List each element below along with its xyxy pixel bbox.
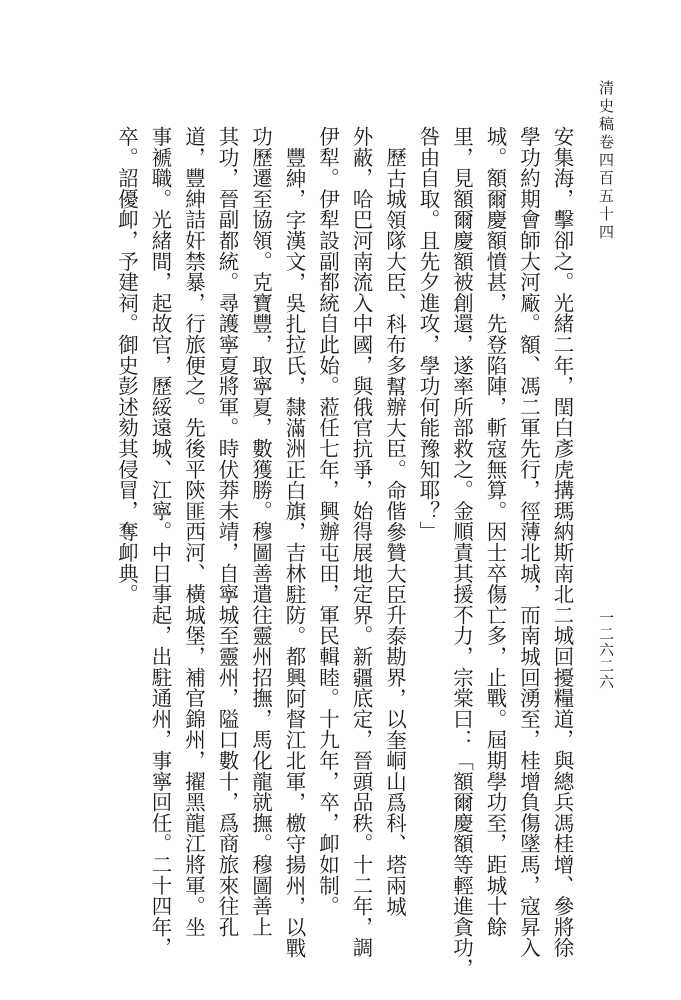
text-column: 咎由自取。且先夕進攻，學功何能豫知耶？」 [416,126,440,542]
text-column: 豐紳，字漢文，吳扎拉氏，隸滿洲正白旗，吉林駐防。都興阿督江北軍，檄守揚州，以戰 [282,147,306,959]
text-column: 道，豐紳詰奸禁暴，行旅便之。先後平陝匪西河、橫城堡，補官錦州，擢黑龍江將軍。坐 [181,126,206,938]
text-column: 功歷遷至協領。克寶豐，取寧夏，數獲勝。穆圖善遣往靈州招撫，馬化龍就撫。穆圖善上 [248,126,273,938]
text-column: 學功約期會師大河廠。額、馮二軍先行，徑薄北城，而南城回湧至，桂增負傷墜馬，寇昇入 [516,126,541,958]
text-column: 伊犁。伊犁設副都統自此始。蒞任七年，興辦屯田，軍民輯睦。十九年，卒，卹如制。 [315,126,340,917]
body-text [108,126,577,979]
text-column: 里，見額爾慶額被創還，遂率所部救之。金順責其援不力，宗棠曰：「額爾慶額等輕進貪功， [449,126,474,979]
text-column: 安集海，擊卻之。光緒二年，閏白彥虎搆瑪納斯南北二城回擾糧道，與總兵馮桂增、參將徐 [550,126,574,958]
text-column: 外蔽，哈巴河南流入中國，與俄官抗爭，始得展地定界。新疆底定，晉頭品秩。十二年，調 [349,126,373,958]
book-title: 清史稿卷四百五十四 [597,80,615,242]
text-column: 其功，晉副都統。尋護寧夏將軍。時伏莽未靖，自寧城至靈州，隘口數十，爲商旅來往孔 [215,126,239,938]
text-column: 事褫職。光緒間，起故官，歷綏遠城、江寧。中日事起，出駐通州，事寧回任。二十四年， [148,126,172,958]
text-column: 城。額爾慶額憤甚，先登陷陣，斬寇無算。因士卒傷亡多，止戰。屆期學功至，距城十餘 [483,126,507,938]
page-number: 一二六二六 [597,610,615,690]
text-column: 歷古城領隊大臣、科布多幫辦大臣。命偕參贊大臣升泰勘界，以奎峒山爲科、塔兩城 [382,147,407,917]
text-column: 卒。詔優卹，予建祠。御史彭述劾其侵冒，奪卹典。 [114,126,139,605]
